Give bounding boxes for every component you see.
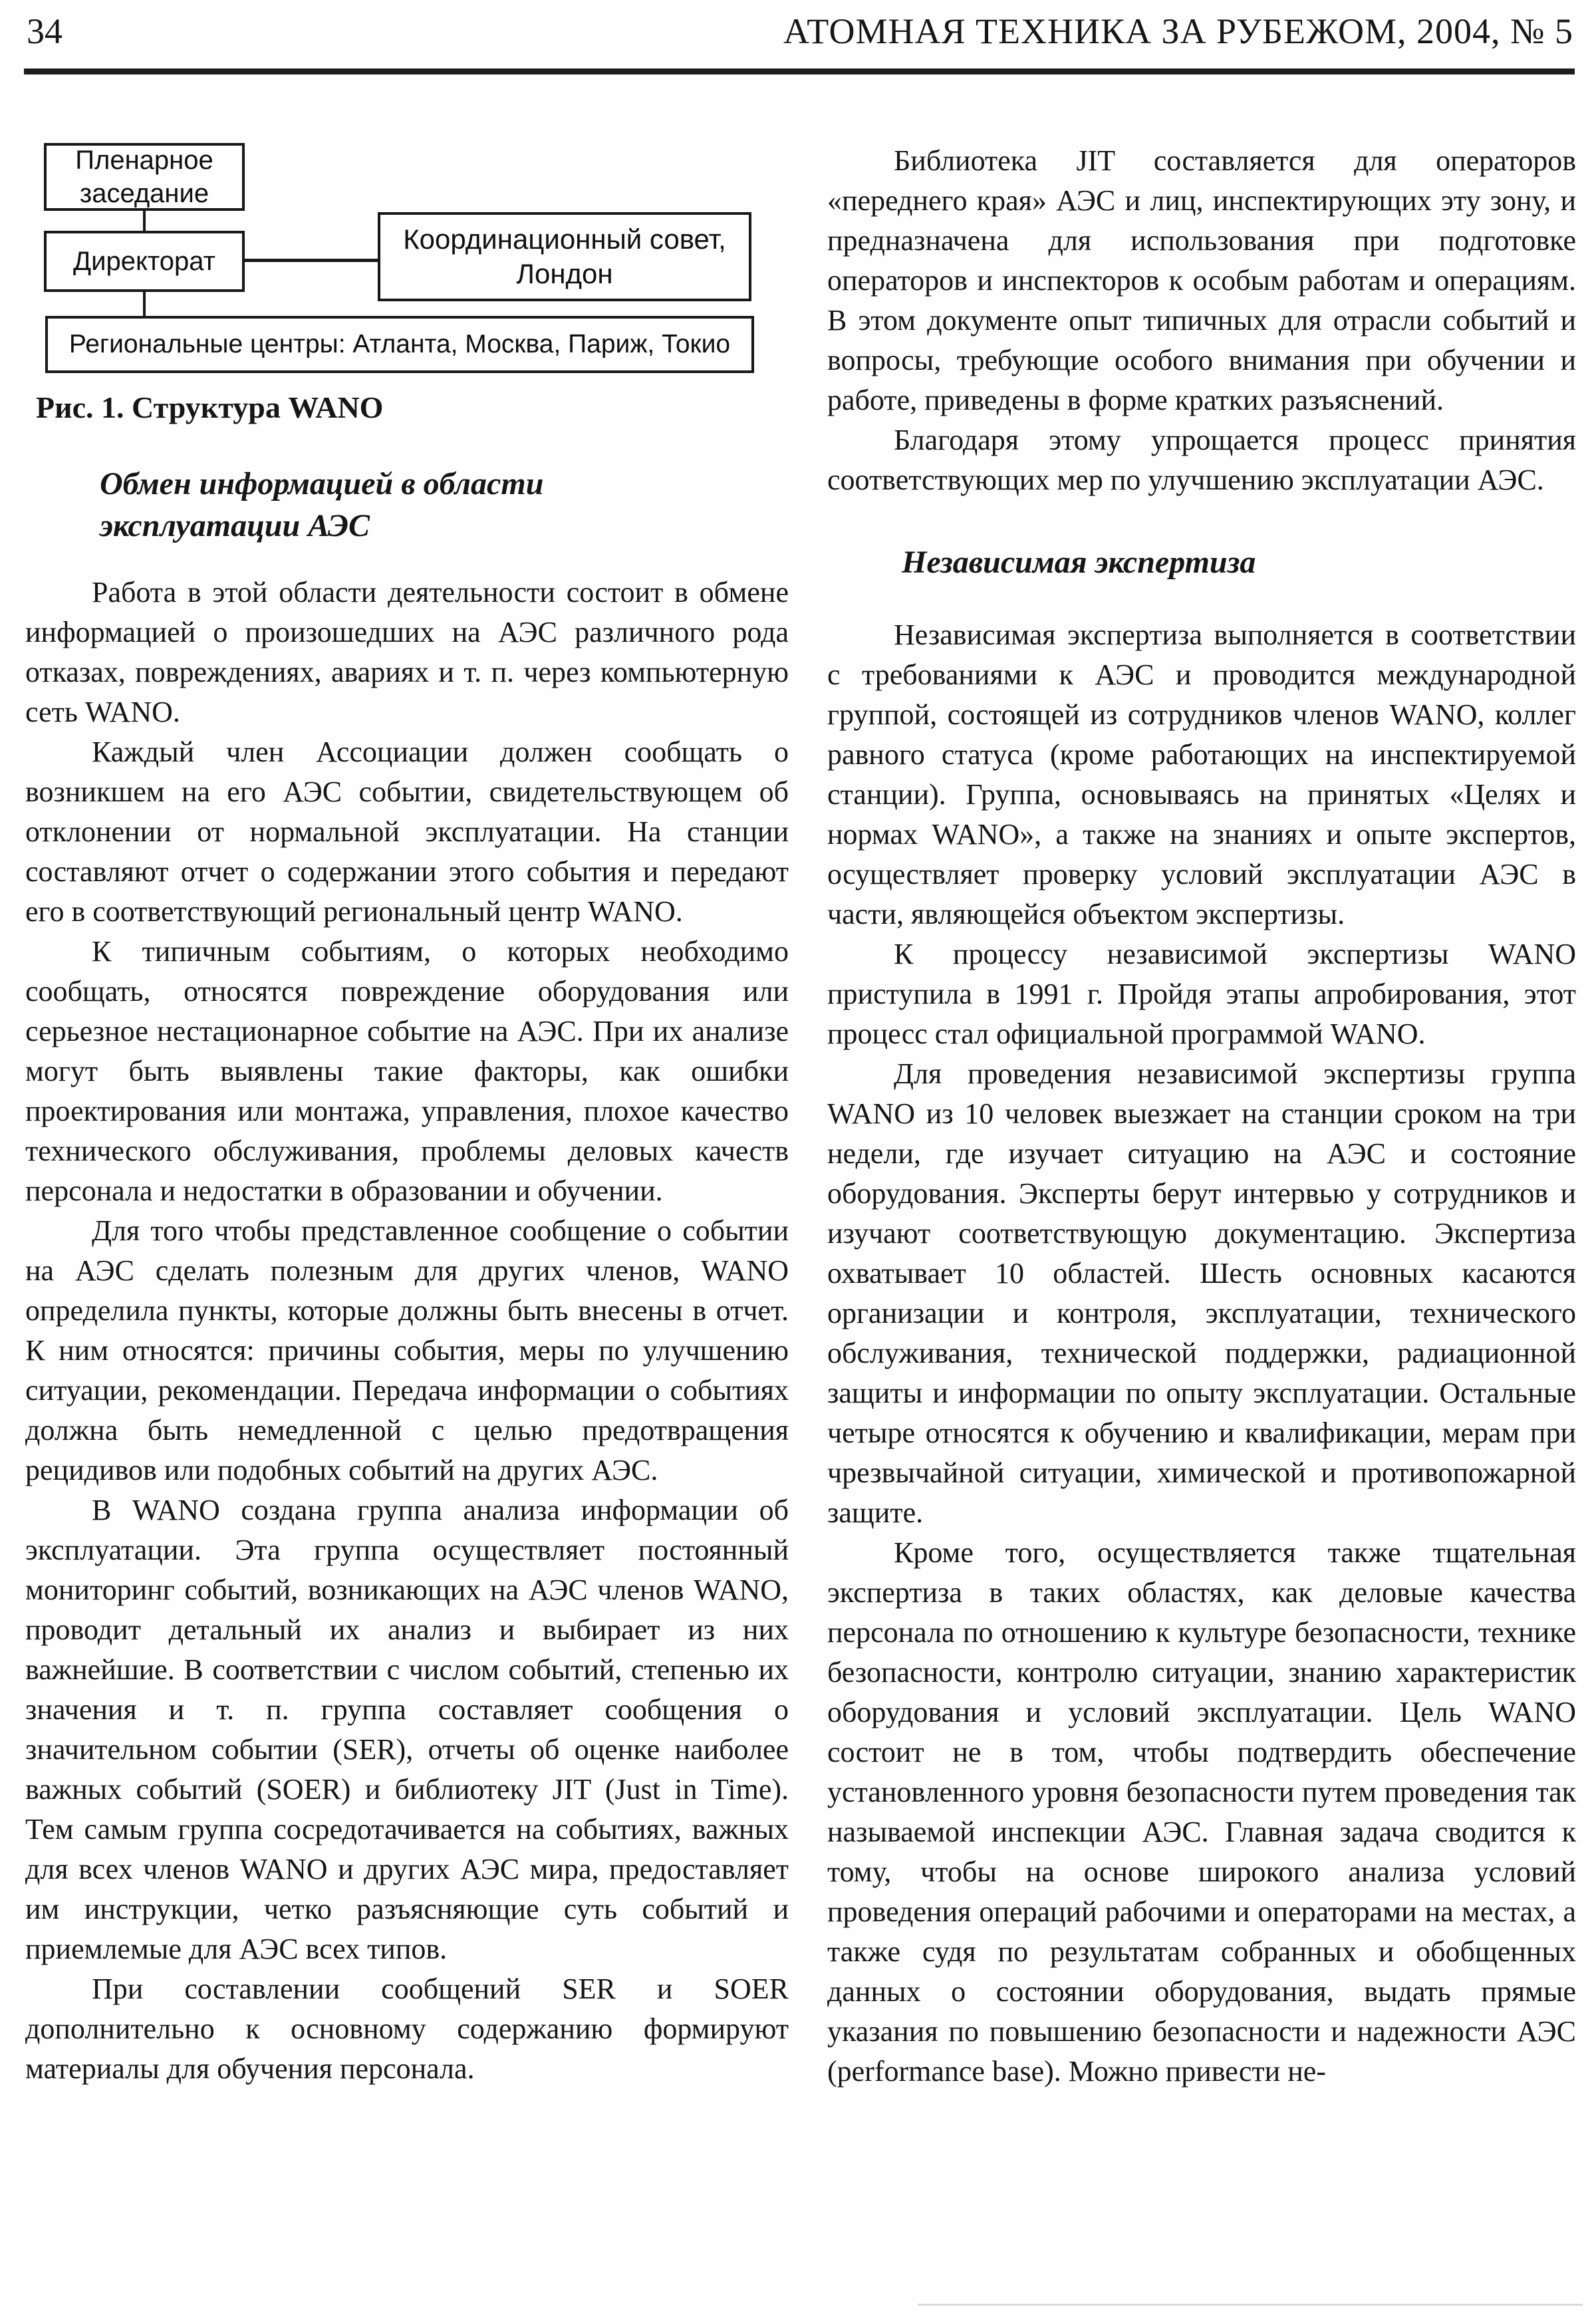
section-heading-independent-review: Независимая экспертиза [902, 545, 1256, 580]
paragraph: Для того чтобы представленное сообщение о событии на АЭС сделать полезным для других членов, WANO определила пункты, которые должны быть внесены в отчет. К ним относятся: причины события, меры по улучшению ситуации, рекомендации. Передача информации о событиях должна быть немедленной с целью предотвращения рецидивов или подобных событий на других АЭС. [25, 1214, 789, 1486]
connector-line-vertical [143, 292, 146, 316]
diagram-box-coordination-council: Координационный совет, Лондон [378, 212, 751, 301]
running-head [27, 13, 1573, 49]
diagram-box-directorate: Директорат [44, 231, 245, 292]
right-column [827, 86, 1576, 2092]
paragraph: Библиотека JIT составляется для операторов «переднего края» АЭС и лиц, инспектирующих эту зону, и предназначена для использования при подготовке операторов и инспекторов к особым работам и операциям. В этом документе опыт типичных для отрасли событий и вопросы, требующие особого внимания при обучении и работе, приведены в форме кратких разъяснений. [827, 144, 1576, 416]
paragraph: Работа в этой области деятельности состоит в обмене информацией о произошедших на АЭС различного рода отказах, повреждениях, авариях и т. п. через компьютерную сеть WANO. [25, 575, 789, 728]
paragraph: Каждый член Ассоциации должен сообщать о возникшем на его АЭС событии, свидетельствующем об отклонении от нормальной эксплуатации. На станции составляют отчет о содержании этого события и передают его в соответствующий региональный центр WANO. [25, 735, 789, 928]
diagram-box-regional-centers: Региональные центры: Атланта, Москва, Париж, Токио [45, 316, 754, 373]
page-number: 34 [27, 11, 63, 51]
paragraph: Независимая экспертиза выполняется в соответствии с требованиями к АЭС и проводится международной группой, состоящей из сотрудников членов WANO, коллег равного статуса (кроме работающих на инспектируемой станции). Группа, основываясь на принятых «Целях и нормах WANO», а также на знаниях и опыте экспертов, осуществляет проверку условий эксплуатации АЭС в части, являющейся объектом экспертизы. [827, 618, 1576, 931]
header-rule [24, 68, 1575, 74]
journal-title: АТОМНАЯ ТЕХНИКА ЗА РУБЕЖОМ, 2004, № 5 [783, 11, 1573, 51]
scan-artifact-line [918, 2304, 1583, 2306]
connector-line-vertical [143, 211, 146, 231]
paragraph: К типичным событиям, о которых необходимо сообщать, относятся повреждение оборудования или серьезное нестационарное событие на АЭС. При их анализе могут быть выявлены такие факторы, как ошибки проектирования или монтажа, управления, плохое качество технического обслуживания, проблемы деловых качеств персонала и недостатки в образовании и обучении. [25, 934, 789, 1207]
paragraph: В WANO создана группа анализа информации об эксплуатации. Эта группа осуществляет постоянный мониторинг событий, возникающих на АЭС членов WANO, проводит детальный их анализ и выбирает из них важнейшие. В соответствии с числом событий, степенью их значения и т. п. группа составляет сообщения о значительном событии (SER), отчеты об оценке наиболее важных событий (SOER) и библиотеку JIT (Just in Time). Тем самым группа сосредотачивается на событиях, важных для всех членов WANO и других АЭС мира, предоставляет им инструкции, четко разъясняющие суть событий и приемлемые для АЭС всех типов. [25, 1493, 789, 1965]
paragraph: Для проведения независимой экспертизы группа WANO из 10 человек выезжает на станции сроком на три недели, где изучает ситуацию на АЭС и состояние оборудования. Эксперты берут интервью у сотрудников и изучают соответствующую документацию. Экспертиза охватывает 10 областей. Шесть основных касаются организации и контроля, эксплуатации, технического обслуживания, технической поддержки, радиационной защиты и информации по опыту эксплуатации. Остальные четыре относятся к обучению и квалификации, мерам при чрезвычайной ситуации, химической и противопожарной защите. [827, 1057, 1576, 1530]
diagram-box-plenary-session: Пленарное заседание [44, 143, 245, 211]
paragraph: К процессу независимой экспертизы WANO приступила в 1991 г. Пройдя этапы апробирования, этот процесс стал официальной программой WANO. [827, 938, 1576, 1051]
paragraph: Кроме того, осуществляется также тщательная экспертиза в таких областях, как деловые качества персонала по отношению к культуре безопасности, технике безопасности, контролю ситуации, знанию характеристик оборудования и условий эксплуатации. Цель WANO состоит не в том, чтобы подтвердить обеспечение установленного уровня безопасности путем проведения так называемой инспекции АЭС. Главная задача сводится к тому, чтобы на основе широкого анализа условий проведения операций рабочими и операторами на местах, а также судя по результатам собранных и обобщенных данных о состоянии оборудования, выдать прямые указания по повышению безопасности и надежности АЭС (performance base). Можно привести не- [827, 1536, 1576, 2088]
paragraph: Благодаря этому упрощается процесс принятия соответствующих мер по улучшению эксплуатации АЭС. [827, 424, 1576, 496]
figure-caption: Рис. 1. Структура WANO [36, 390, 384, 424]
left-column [25, 86, 789, 2089]
paragraph: При составлении сообщений SER и SOER дополнительно к основному содержанию формируют материалы для обучения персонала. [25, 1972, 789, 2085]
connector-line-horizontal [245, 259, 378, 262]
wano-structure-diagram [25, 143, 789, 376]
section-heading-info-exchange: Обмен информацией в области эксплуатации АЭС [100, 466, 544, 544]
